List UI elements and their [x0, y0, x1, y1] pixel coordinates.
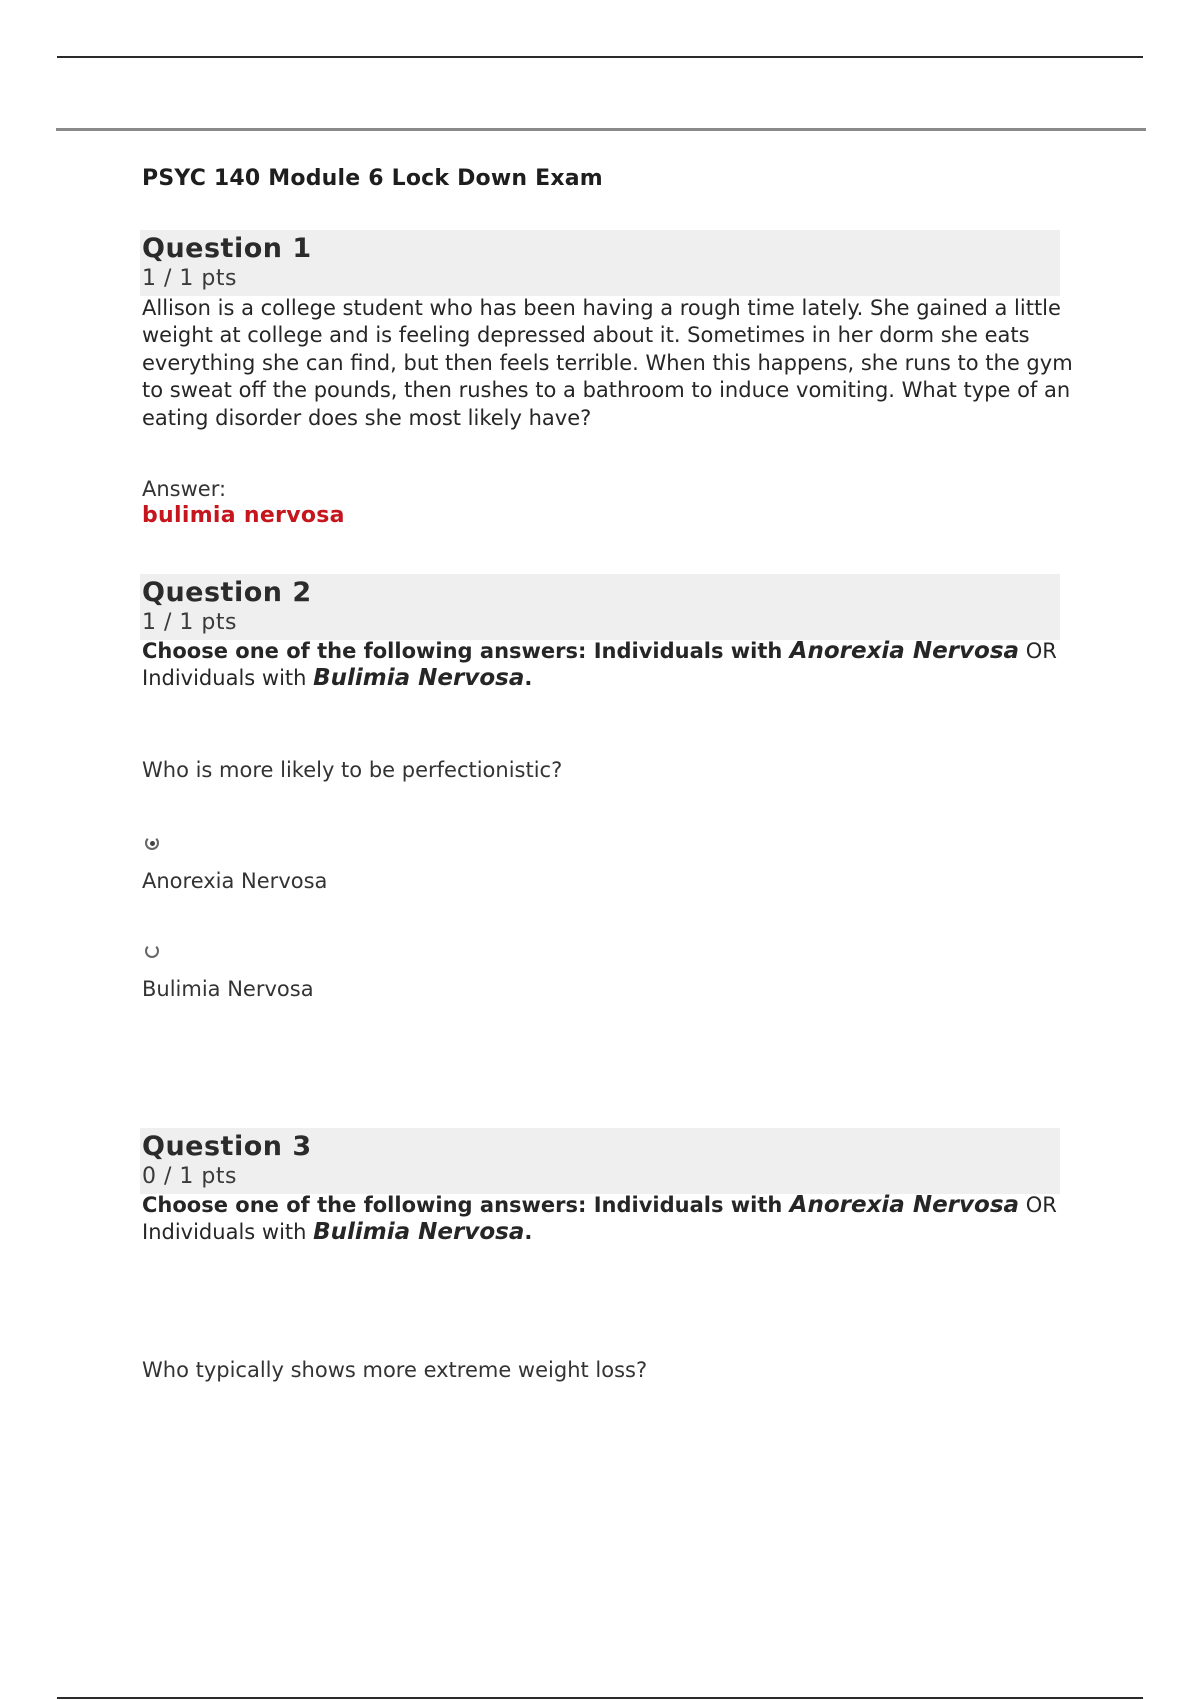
question-1-title: Question 1: [142, 233, 312, 264]
instruction-end: .: [524, 666, 533, 690]
question-1-header: [140, 230, 1060, 296]
question-2-header: [140, 574, 1060, 640]
term-bulimia: Bulimia Nervosa: [313, 665, 525, 691]
question-2-title: Question 2: [142, 577, 312, 608]
question-1-text: Allison is a college student who has been having a rough time lately. She gained a little weight at college and is feeling depressed about it. Sometimes in her dorm she eats everything she can find, but then feels terrible. When this happens, she runs to the gym to sweat off the pounds, then rushes to a bathroom to induce vomiting. What type of an eating disorder does she most likely have?: [142, 296, 1073, 430]
top-divider: [57, 56, 1143, 58]
option-anorexia-label[interactable]: Anorexia Nervosa: [142, 869, 328, 893]
instruction-text: Choose one of the following answers: Individuals with: [142, 639, 790, 663]
question-2-instruction: [142, 638, 1082, 692]
exam-title: PSYC 140 Module 6 Lock Down Exam: [142, 166, 603, 191]
instruction-or: OR Individuals with: [142, 1193, 1057, 1244]
header-divider: [56, 128, 1146, 131]
bottom-divider: [57, 1697, 1143, 1699]
question-3-title: Question 3: [142, 1131, 312, 1162]
question-3-points: 0 / 1 pts: [142, 1164, 237, 1189]
question-3-instruction: [142, 1192, 1082, 1246]
question-2-points: 1 / 1 pts: [142, 610, 237, 635]
instruction-end: .: [524, 1220, 533, 1244]
question-1-answer-value: bulimia nervosa: [142, 503, 345, 528]
question-1-answer-label: Answer:: [142, 477, 227, 501]
instruction-text: Choose one of the following answers: Individuals with: [142, 1193, 790, 1217]
option-bulimia-label[interactable]: Bulimia Nervosa: [142, 977, 314, 1001]
instruction-or: OR Individuals with: [142, 639, 1057, 690]
term-anorexia: Anorexia Nervosa: [789, 1192, 1020, 1218]
question-1-points: 1 / 1 pts: [142, 266, 237, 291]
term-bulimia: Bulimia Nervosa: [313, 1219, 525, 1245]
option-anorexia-radio[interactable]: [145, 836, 159, 850]
question-3-header: [140, 1128, 1060, 1194]
term-anorexia: Anorexia Nervosa: [789, 638, 1020, 664]
question-2-prompt: Who is more likely to be perfectionistic?: [142, 758, 563, 782]
question-3-prompt: Who typically shows more extreme weight loss?: [142, 1358, 648, 1382]
option-bulimia-radio[interactable]: [145, 944, 159, 958]
